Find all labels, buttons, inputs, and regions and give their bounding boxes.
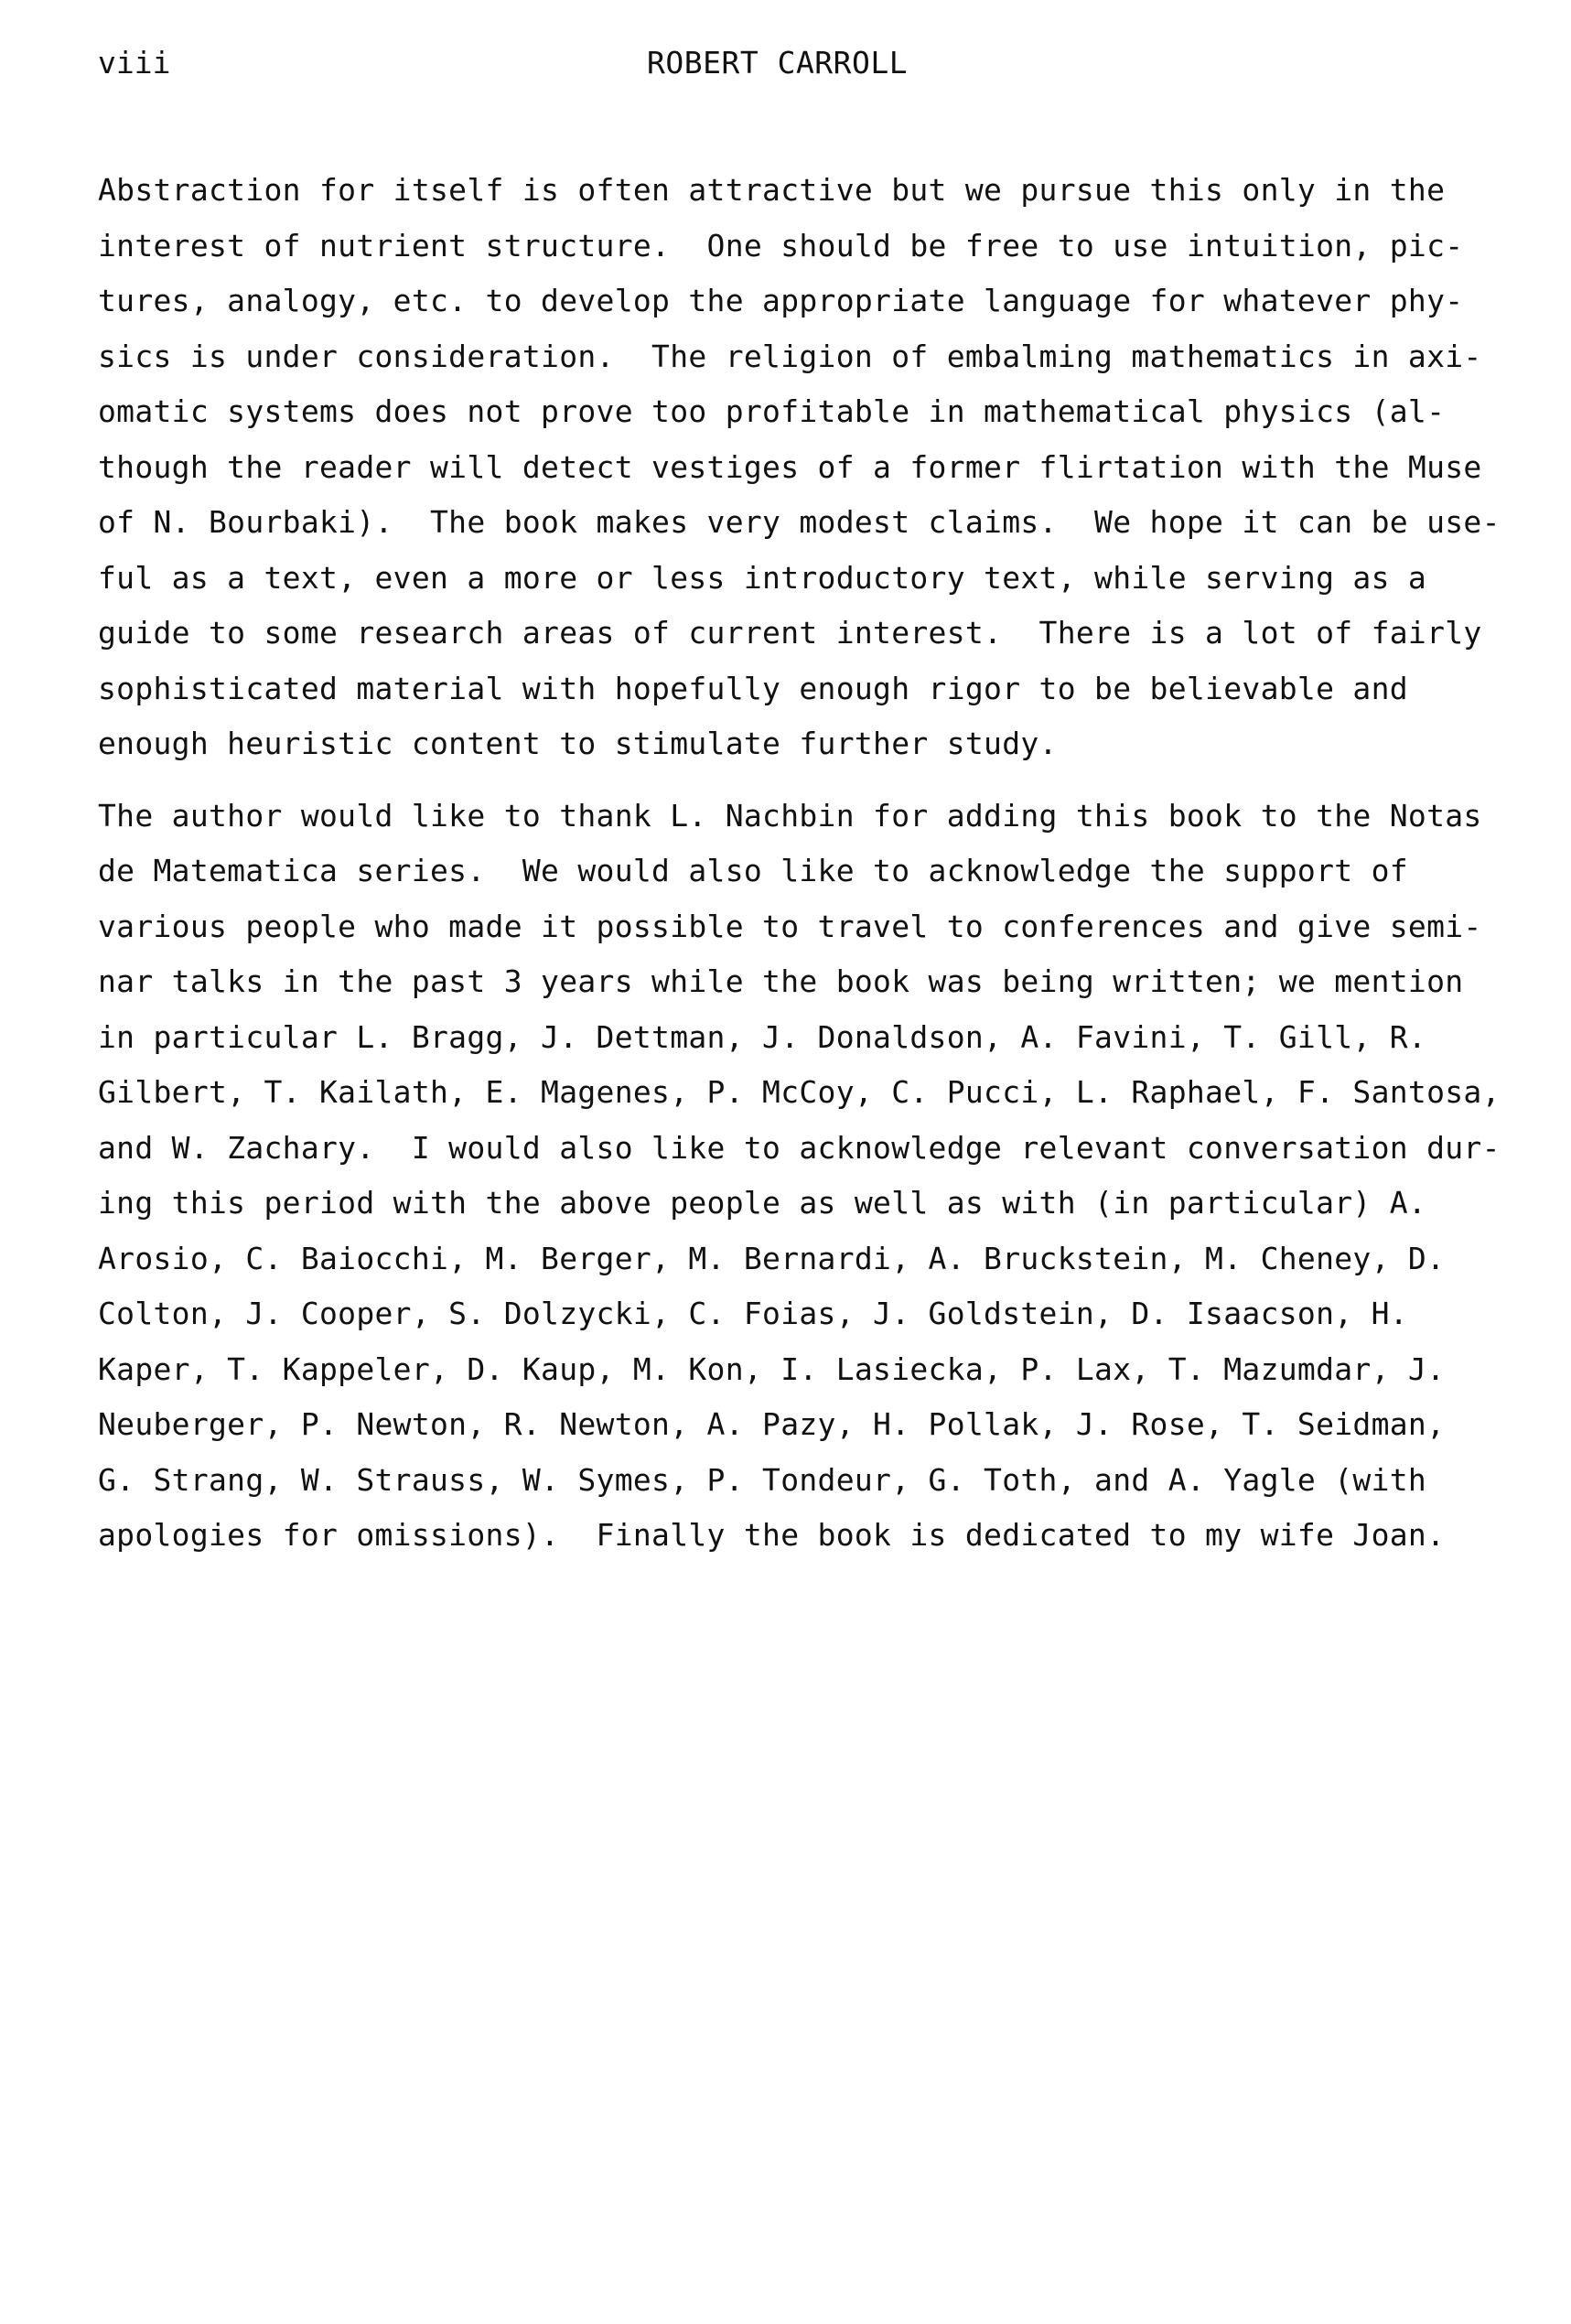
- running-head: ROBERT CARROLL: [647, 45, 909, 81]
- text-line: Abstraction for itself is often attractive but we pursue this only in the: [98, 172, 1446, 208]
- text-line: sophisticated material with hopefully enough rigor to be believable and: [98, 670, 1408, 706]
- text-line: Arosio, C. Baiocchi, M. Berger, M. Bernardi, A. Bruckstein, M. Cheney, D.: [98, 1240, 1446, 1276]
- text-line: tures, analogy, etc. to develop the appropriate language for whatever phy-: [98, 283, 1464, 318]
- text-line: Kaper, T. Kappeler, D. Kaup, M. Kon, I. Lasiecka, P. Lax, T. Mazumdar, J.: [98, 1350, 1446, 1387]
- text-line: enough heuristic content to stimulate further study.: [98, 726, 1058, 761]
- paragraph-acknowledgements: [98, 789, 1501, 1564]
- text-line: though the reader will detect vestiges of a former flirtation with the Muse: [98, 448, 1482, 485]
- text-line: Neuberger, P. Newton, R. Newton, A. Pazy, H. Pollak, J. Rose, T. Seidman,: [98, 1406, 1446, 1442]
- text-line: in particular L. Bragg, J. Dettman, J. Donaldson, A. Favini, T. Gill, R.: [98, 1018, 1427, 1055]
- text-line: guide to some research areas of current interest. There is a lot of fairly: [98, 615, 1482, 651]
- text-line: omatic systems does not prove too profitable in mathematical physics (al-: [98, 393, 1446, 429]
- body-text: [98, 163, 1501, 1580]
- text-line: G. Strang, W. Strauss, W. Symes, P. Tondeur, G. Toth, and A. Yagle (with: [98, 1461, 1427, 1498]
- text-line: Colton, J. Cooper, S. Dolzycki, C. Foias, J. Goldstein, D. Isaacson, H.: [98, 1296, 1408, 1331]
- text-line: ful as a text, even a more or less introductory text, while serving as a: [98, 559, 1427, 596]
- text-line: various people who made it possible to travel to conferences and give semi-: [98, 908, 1482, 944]
- text-line: nar talks in the past 3 years while the book was being written; we mention: [98, 963, 1464, 999]
- text-line: interest of nutrient structure. One should be free to use intuition, pic-: [98, 227, 1464, 264]
- text-line: ing this period with the above people as well as with (in particular) A.: [98, 1185, 1427, 1221]
- page-number: viii: [98, 45, 171, 81]
- text-line: of N. Bourbaki). The book makes very modest claims. We hope it can be use-: [98, 504, 1501, 540]
- text-line: apologies for omissions). Finally the book is dedicated to my wife Joan.: [98, 1517, 1446, 1553]
- text-line: Gilbert, T. Kailath, E. Magenes, P. McCoy, C. Pucci, L. Raphael, F. Santosa,: [98, 1074, 1501, 1110]
- text-line: sics is under consideration. The religion of embalming mathematics in axi-: [98, 338, 1482, 374]
- paragraph-abstraction: [98, 163, 1501, 772]
- text-line: de Matematica series. We would also like to acknowledge the support of: [98, 853, 1408, 888]
- text-line: and W. Zachary. I would also like to acknowledge relevant conversation dur-: [98, 1129, 1501, 1166]
- text-line: The author would like to thank L. Nachbin for adding this book to the Notas: [98, 797, 1482, 834]
- page-header: [98, 40, 1489, 86]
